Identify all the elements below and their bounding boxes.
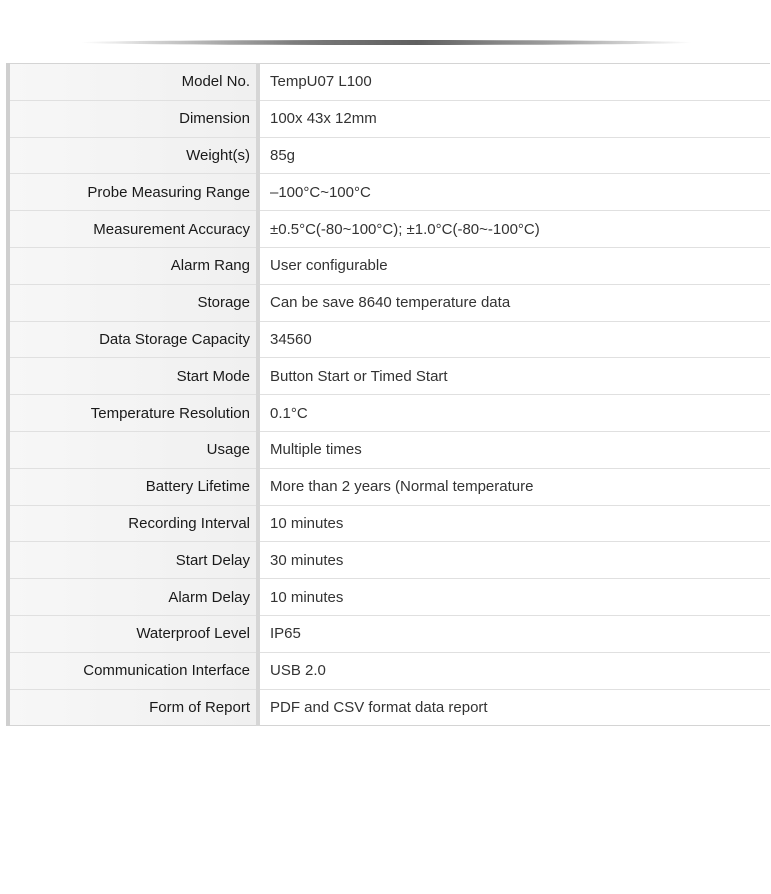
spec-value: 10 minutes bbox=[258, 505, 770, 542]
spec-label: Usage bbox=[8, 431, 258, 468]
spec-value: 30 minutes bbox=[258, 542, 770, 579]
spec-label: Model No. bbox=[8, 64, 258, 101]
spec-value: User configurable bbox=[258, 247, 770, 284]
spec-label: Start Mode bbox=[8, 358, 258, 395]
top-divider bbox=[80, 40, 692, 45]
spec-label: Waterproof Level bbox=[8, 615, 258, 652]
spec-value: PDF and CSV format data report bbox=[258, 689, 770, 726]
spec-row-battery bbox=[8, 468, 770, 505]
spec-row-start-mode bbox=[8, 358, 770, 395]
spec-value: 85g bbox=[258, 137, 770, 174]
spec-value: –100°C~100°C bbox=[258, 174, 770, 211]
spec-row-weight bbox=[8, 137, 770, 174]
spec-value: 100x 43x 12mm bbox=[258, 100, 770, 137]
spec-label: Weight(s) bbox=[8, 137, 258, 174]
spec-value: USB 2.0 bbox=[258, 652, 770, 689]
spec-row-alarm-delay bbox=[8, 579, 770, 616]
spec-value: ±0.5°C(-80~100°C); ±1.0°C(-80~-100°C) bbox=[258, 211, 770, 248]
spec-row-probe-range bbox=[8, 174, 770, 211]
spec-label: Communication Interface bbox=[8, 652, 258, 689]
spec-label: Dimension bbox=[8, 100, 258, 137]
spec-row-storage bbox=[8, 284, 770, 321]
spec-value: Can be save 8640 temperature data bbox=[258, 284, 770, 321]
spec-value: 34560 bbox=[258, 321, 770, 358]
spec-value: 0.1°C bbox=[258, 395, 770, 432]
spec-value: Button Start or Timed Start bbox=[258, 358, 770, 395]
spec-table bbox=[6, 63, 770, 726]
spec-label: Storage bbox=[8, 284, 258, 321]
spec-row-alarm-range bbox=[8, 247, 770, 284]
spec-row-interface bbox=[8, 652, 770, 689]
spec-row-storage-capacity bbox=[8, 321, 770, 358]
spec-label: Probe Measuring Range bbox=[8, 174, 258, 211]
spec-label: Form of Report bbox=[8, 689, 258, 726]
spec-row-resolution bbox=[8, 395, 770, 432]
spec-value: Multiple times bbox=[258, 431, 770, 468]
spec-value: IP65 bbox=[258, 615, 770, 652]
spec-label: Measurement Accuracy bbox=[8, 211, 258, 248]
spec-row-dimension bbox=[8, 100, 770, 137]
spec-label: Alarm Delay bbox=[8, 579, 258, 616]
spec-row-model-no bbox=[8, 64, 770, 101]
spec-row-accuracy bbox=[8, 211, 770, 248]
spec-value: More than 2 years (Normal temperature bbox=[258, 468, 770, 505]
spec-label: Data Storage Capacity bbox=[8, 321, 258, 358]
spec-row-usage bbox=[8, 431, 770, 468]
spec-label: Alarm Rang bbox=[8, 247, 258, 284]
spec-row-waterproof bbox=[8, 615, 770, 652]
spec-row-start-delay bbox=[8, 542, 770, 579]
spec-label: Recording Interval bbox=[8, 505, 258, 542]
spec-label: Temperature Resolution bbox=[8, 395, 258, 432]
spec-label: Start Delay bbox=[8, 542, 258, 579]
spec-row-report bbox=[8, 689, 770, 726]
spec-label: Battery Lifetime bbox=[8, 468, 258, 505]
spec-value: TempU07 L100 bbox=[258, 64, 770, 101]
spec-row-recording-interval bbox=[8, 505, 770, 542]
spec-value: 10 minutes bbox=[258, 579, 770, 616]
